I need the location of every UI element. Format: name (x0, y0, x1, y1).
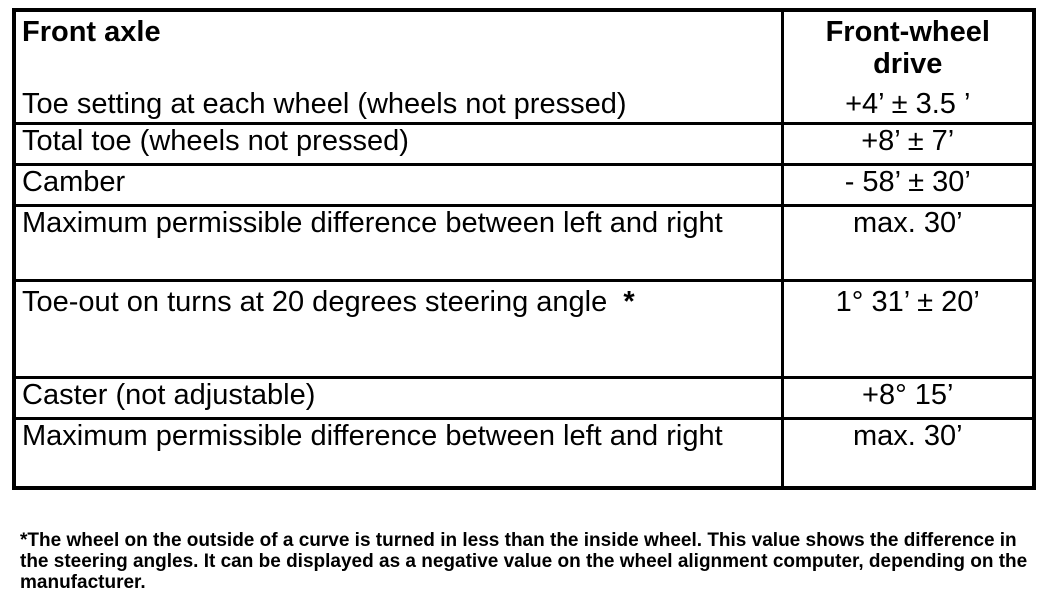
table-row (14, 165, 1034, 206)
row-value: +4’ ± 3.5 ’ (845, 88, 971, 120)
column-title: Front-wheel drive (825, 16, 990, 80)
row-value: max. 30’ (782, 206, 1034, 281)
row-value: +8’ ± 7’ (782, 124, 1034, 165)
section-title: Front axle (22, 16, 161, 48)
header-label-cell (14, 10, 782, 124)
wheel-alignment-table (12, 8, 1036, 490)
row-label: Caster (not adjustable) (14, 378, 782, 419)
table-row (14, 124, 1034, 165)
header-value-cell (782, 10, 1034, 124)
table-row (14, 378, 1034, 419)
table-row (14, 206, 1034, 281)
footnote (20, 530, 1040, 593)
footnote-marker: * (20, 530, 28, 551)
row-value: 1° 31’ ± 20’ (782, 281, 1034, 378)
row-label: Maximum permissible difference between left and right (14, 206, 782, 281)
table-row (14, 281, 1034, 378)
row-value: max. 30’ (782, 419, 1034, 489)
table-row (14, 419, 1034, 489)
row-value: - 58’ ± 30’ (782, 165, 1034, 206)
row-label: Toe setting at each wheel (wheels not pressed) (22, 88, 627, 120)
table-header-row (14, 10, 1034, 124)
row-label: Toe-out on turns at 20 degrees steering angle (22, 286, 608, 318)
row-label: Camber (14, 165, 782, 206)
row-label: Maximum permissible difference between left and right (14, 419, 782, 489)
footnote-marker: * (623, 286, 635, 318)
row-label: Total toe (wheels not pressed) (14, 124, 782, 165)
row-label-cell (14, 281, 782, 378)
footnote-text: The wheel on the outside of a curve is turned in less than the inside wheel. This value shows the difference in the steering angles. It can be displayed as a negative value on the wheel alignment computer, depending on the manufacturer. (20, 530, 1028, 593)
row-value: +8° 15’ (782, 378, 1034, 419)
